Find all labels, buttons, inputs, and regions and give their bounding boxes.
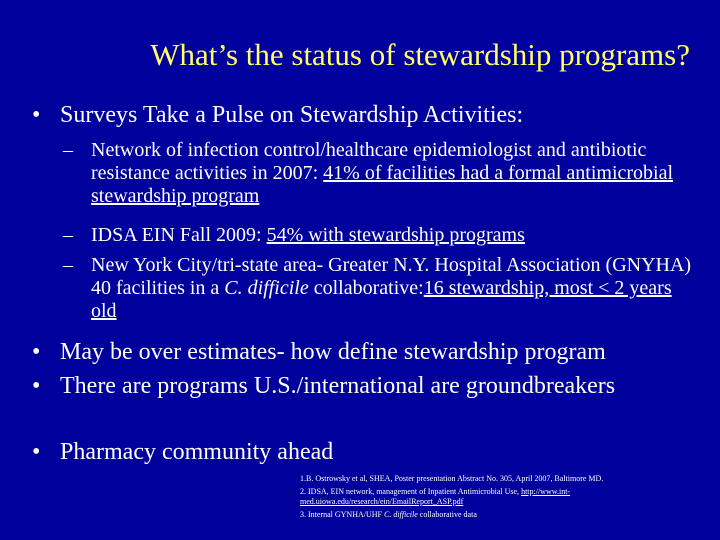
sub-text-plain: Network of infection control/healthcare epidemiologist and antibiotic resistance activities in 2007: xyxy=(91,139,647,184)
bullet-text: May be over estimates- how define stewardship program xyxy=(60,339,606,365)
bullet-surveys xyxy=(32,103,702,128)
reference-1: 1.B. Ostrowsky et al, SHEA, Poster presentation Abstract No. 305, April 2007, Baltimore MD. xyxy=(300,474,604,483)
bullet-text: There are programs U.S./international are groundbreakers xyxy=(60,373,616,399)
bullet-marker: • xyxy=(32,339,41,365)
reference-3 xyxy=(300,510,700,520)
bullet-overestimates xyxy=(32,340,702,365)
sub-text-plain: IDSA EIN Fall 2009: xyxy=(91,224,267,246)
reference-2-link[interactable]: http://www.int-med.uiowa.edu/research/ein/EmailReport_ASP.pdf xyxy=(300,487,571,506)
dash-marker: – xyxy=(63,139,73,161)
sub-bullet-text xyxy=(91,224,693,247)
sub-text-underlined: 16 stewardship, most < 2 years old xyxy=(91,277,672,322)
reference-3-text-end: collaborative data xyxy=(417,510,477,519)
sub-text-plain: collaborative: xyxy=(308,277,424,299)
bullet-text: Pharmacy community ahead xyxy=(60,439,334,465)
sub-text-underlined: 41% of facilities had a formal antimicrobial stewardship program xyxy=(91,162,674,207)
bullet-marker: • xyxy=(32,439,41,465)
reference-2 xyxy=(300,487,700,507)
bullet-marker: • xyxy=(32,373,41,399)
reference-3-italic: C. difficile xyxy=(384,510,418,519)
sub-bullet-idsa xyxy=(63,224,693,247)
sub-bullet-nyc xyxy=(63,254,693,323)
sub-text-plain: New York City/tri-state area- Greater N.Y. Hospital Association (GNYHA) 40 facilities in a xyxy=(91,254,692,299)
sub-bullet-text xyxy=(91,254,693,323)
dash-marker: – xyxy=(63,254,73,276)
reference-2-text: 2. IDSA, EIN network, management of Inpatient Antimicrobial Use, xyxy=(300,487,522,496)
bullet-pharmacy xyxy=(32,440,702,465)
bullet-text: Surveys Take a Pulse on Stewardship Activities: xyxy=(60,102,524,128)
sub-text-italic: C. difficile xyxy=(224,277,309,299)
sub-text-underlined: 54% with stewardship programs xyxy=(266,224,525,246)
sub-bullet-text xyxy=(91,139,693,208)
bullet-marker: • xyxy=(32,102,41,128)
references xyxy=(300,474,700,523)
bullet-programs xyxy=(32,374,702,399)
slide-title: What’s the status of stewardship programs? xyxy=(150,37,690,72)
dash-marker: – xyxy=(63,224,73,246)
reference-3-text: 3. Internal GYNHA/UHF xyxy=(300,510,384,519)
sub-bullet-network xyxy=(63,139,693,208)
